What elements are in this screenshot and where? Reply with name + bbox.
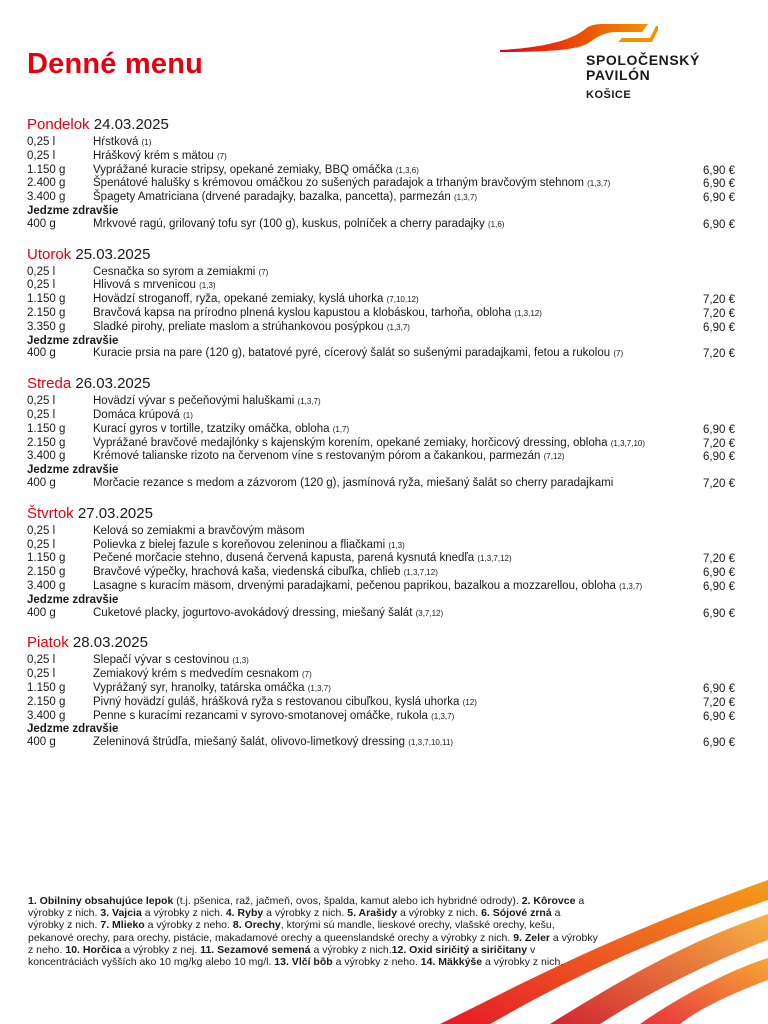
item-name: Kuracie prsia na pare (120 g), batatové pyré, cícerový šalát so sušenými paradajkami, fetou a rukolou [93, 347, 611, 360]
item-quantity: 0,25 l [27, 668, 56, 681]
item-name: Cesnačka so syrom a zemiakmi [93, 265, 256, 278]
item-name: Špenátové halušky s krémovou omáčkou zo sušených paradajok a trhaným bravčovým stehnom [93, 177, 584, 190]
item-allergens: (7) [613, 349, 624, 359]
item-quantity: 1.150 g [27, 681, 66, 694]
item-quantity: 400 g [27, 217, 56, 230]
item-allergens: (1,3,7) [297, 397, 321, 407]
item-description [93, 450, 693, 464]
item-name: Mrkvové ragú, grilovaný tofu syr (100 g), kuskus, polníček a cherry paradajky [93, 217, 485, 230]
item-quantity: 0,25 l [27, 524, 56, 537]
item-name: Krémové talianske rizoto na červenom víne s restovaným pórom a čakankou, parmezán [93, 450, 541, 463]
menu-item [27, 395, 735, 409]
allergen-text: a výrobky z nich. [482, 956, 564, 969]
day-heading [27, 505, 735, 523]
item-name: Bravčové výpečky, hrachová kaša, viedenská cibuľka, chlieb [93, 566, 401, 579]
allergen-text: a výrobky z nich. [28, 907, 561, 932]
item-description [93, 347, 693, 361]
healthy-label: Jedzme zdravšie [27, 204, 119, 217]
item-allergens: (7) [302, 670, 312, 680]
item-allergens: (1,3,7) [619, 581, 643, 591]
item-quantity: 0,25 l [27, 408, 56, 421]
item-quantity: 1.150 g [27, 422, 66, 435]
menu-item [27, 423, 735, 437]
logo-line1: SPOLOČENSKÝ [586, 52, 700, 68]
item-allergens: (3,7,12) [415, 608, 444, 618]
item-price: 7,20 € [703, 477, 735, 490]
item-price: 7,20 € [703, 437, 735, 450]
menu-item [27, 409, 735, 423]
item-name: Hlivová s mrvenicou [93, 279, 196, 292]
item-allergens: (7) [216, 151, 227, 161]
item-allergens: (1,3,7) [386, 322, 410, 332]
day-date: 24.03.2025 [93, 116, 169, 133]
menu-item [27, 668, 735, 682]
item-description [93, 525, 693, 539]
menu-item [27, 552, 735, 566]
item-quantity: 400 g [27, 606, 56, 619]
allergen-text: a výrobky z neho. [144, 919, 233, 932]
item-quantity: 2.150 g [27, 436, 66, 449]
day-section [27, 634, 735, 750]
menu-item [27, 437, 735, 451]
item-allergens: (1,3,7) [307, 683, 331, 693]
allergen-text: a výrobky z nej. [121, 943, 201, 956]
menu-item [27, 710, 735, 724]
item-price: 6,90 € [703, 567, 735, 580]
item-allergens: (1,3) [199, 281, 216, 291]
allergen-name: 3. Vajcia [100, 907, 142, 920]
allergen-name: 5. Arašidy [347, 907, 398, 920]
menu-item [27, 307, 735, 321]
item-quantity: 400 g [27, 347, 56, 360]
menu-item [27, 477, 735, 491]
item-name: Pečené morčacie stehno, dusená červená kapusta, parená kysnutá knedľa [93, 552, 475, 565]
item-quantity: 2.150 g [27, 306, 66, 319]
day-section [27, 375, 735, 491]
item-name: Lasagne s kuracím mäsom, drvenými paradajkami, pečenou paprikou, bazalkou a mozzarellou, obloha [93, 579, 616, 592]
menu-item [27, 539, 735, 553]
menu-item [27, 580, 735, 594]
item-name: Kurací gyros v tortille, tzatziky omáčka, obloha [93, 422, 330, 435]
item-description [93, 566, 693, 580]
item-description [93, 696, 693, 710]
item-name: Vyprážaný syr, hranolky, tatárska omáčka [93, 681, 305, 694]
item-allergens: (1,7) [332, 424, 350, 434]
item-quantity: 3.400 g [27, 450, 66, 463]
item-description [93, 552, 693, 566]
item-name: Zeleninová štrúdľa, miešaný šalát, olivovo-limetkový dressing [93, 736, 406, 749]
menu-item [27, 321, 735, 335]
logo-city: KOŠICE [586, 89, 632, 101]
item-description [93, 307, 693, 321]
logo-swoosh-icon [498, 22, 658, 52]
allergen-text: a výrobky z neho. [28, 931, 598, 956]
item-description [93, 423, 693, 437]
item-name: Vyprážané kuracie stripsy, opekané zemiaky, BBQ omáčka [93, 163, 393, 176]
item-allergens: (1,3,7,12) [403, 568, 438, 578]
item-allergens: (1,3,7) [431, 711, 455, 721]
day-date: 27.03.2025 [77, 504, 153, 522]
menu-item [27, 177, 735, 191]
menu-item [27, 566, 735, 580]
menu-item [27, 525, 735, 539]
allergen-name: 8. Orechy [232, 919, 281, 932]
healthy-label: Jedzme zdravšie [27, 723, 119, 736]
day-section [27, 116, 735, 232]
item-name: Bravčová kapsa na prírodno plnená kyslou kapustou a klobáskou, tarhoňa, obloha [93, 306, 512, 319]
item-description [93, 710, 693, 724]
allergen-text: a výrobky z nich. [263, 907, 348, 920]
day-name: Pondelok [27, 116, 90, 133]
item-name: Morčacie rezance s medom a zázvorom (120 g), jasmínová ryža, miešaný šalát so cherry paradajkami [93, 476, 614, 489]
item-quantity: 0,25 l [27, 149, 56, 162]
item-name: Hovädzí vývar s pečeňovými haluškami [93, 395, 295, 408]
day-heading [27, 246, 735, 264]
item-name: Cuketové placky, jogurtovo-avokádový dressing, miešaný šalát [93, 606, 413, 619]
item-price: 7,20 € [703, 696, 735, 709]
item-allergens: (1,3,12) [514, 308, 542, 318]
allergen-text: a výrobky z nich. [141, 907, 226, 920]
item-name: Slepačí vývar s cestovinou [93, 654, 230, 667]
menu-item [27, 654, 735, 668]
page-title: Denné menu [27, 48, 204, 80]
item-description [93, 136, 693, 150]
allergen-text: a výrobky z neho. [332, 956, 421, 969]
day-heading [27, 116, 735, 134]
day-section [27, 246, 735, 362]
item-name: Hŕstková [93, 136, 139, 148]
item-quantity: 400 g [27, 736, 56, 749]
menu-item [27, 191, 735, 205]
day-heading [27, 634, 735, 652]
item-description [93, 279, 693, 293]
item-price: 6,90 € [703, 607, 735, 620]
item-description [93, 580, 693, 594]
item-quantity: 2.150 g [27, 566, 66, 579]
day-name: Štvrtok [27, 504, 74, 522]
menu-item [27, 607, 735, 621]
menu-item [27, 218, 735, 232]
item-allergens: (7,12) [543, 452, 565, 462]
item-price: 6,90 € [703, 682, 735, 695]
item-price: 6,90 € [703, 321, 735, 334]
item-name: Pivný hovädzí guláš, hrášková ryža s restovanou cibuľkou, kyslá uhorka [93, 695, 460, 708]
item-price: 6,90 € [703, 580, 735, 593]
item-quantity: 0,25 l [27, 538, 56, 551]
item-price: 6,90 € [703, 737, 735, 750]
logo [498, 22, 748, 112]
menu-item [27, 266, 735, 280]
item-name: Špagety Amatriciana (drvené paradajky, bazalka, pancetta), parmezán [93, 191, 451, 204]
allergen-text: a výrobky z nich. [397, 907, 482, 920]
item-quantity: 3.400 g [27, 191, 66, 204]
item-allergens: (1) [141, 138, 152, 147]
item-quantity: 0,25 l [27, 654, 56, 667]
item-description [93, 164, 693, 178]
item-price: 6,90 € [703, 710, 735, 723]
healthy-label: Jedzme zdravšie [27, 464, 119, 477]
item-description [93, 150, 693, 164]
item-description [93, 736, 693, 750]
allergen-text: a výrobky z nich. [28, 895, 585, 920]
day-name: Streda [27, 375, 72, 393]
healthy-label: Jedzme zdravšie [27, 593, 119, 606]
day-heading [27, 375, 735, 393]
allergen-name: 11. Sezamové semená [200, 943, 311, 956]
item-allergens: (1,3,6) [395, 165, 419, 175]
item-price: 6,90 € [703, 192, 735, 205]
item-quantity: 0,25 l [27, 395, 56, 408]
item-quantity: 0,25 l [27, 136, 56, 148]
allergen-name: 6. Sójové zrná [481, 907, 552, 920]
day-name: Piatok [27, 634, 69, 652]
item-name: Vyprážané bravčové medajlónky s kajenským korením, opekané zemiaky, horčicový dressing, obloha [93, 436, 608, 449]
menu-item [27, 279, 735, 293]
item-description [93, 191, 693, 205]
item-name: Polievka z bielej fazule s koreňovou zeleninou a fliačkami [93, 538, 386, 551]
item-allergens: (1,3,7) [453, 193, 478, 203]
item-quantity: 0,25 l [27, 265, 56, 278]
item-price: 6,90 € [703, 218, 735, 231]
item-name: Sladké pirohy, preliate maslom a strúhankovou posýpkou [93, 320, 384, 333]
allergen-name: 4. Ryby [225, 907, 264, 920]
item-price: 6,90 € [703, 451, 735, 464]
item-allergens: (1,6) [488, 219, 505, 229]
item-description [93, 682, 693, 696]
item-description [93, 607, 693, 621]
allergen-text: , ktorými sú mandle, lieskové orechy, vlašské orechy, kešu, pekanové orechy, para orechy, pistácie, makadamové orechy a queenslandské orechy a výrobky z nich. [28, 919, 555, 944]
allergen-name: 9. Zeler [513, 931, 550, 944]
item-allergens: (1,3,7,10) [610, 438, 646, 448]
allergen-name: 2. Kôrovce [521, 895, 576, 907]
item-allergens: (7) [258, 267, 269, 277]
allergen-name: 7. Mlieko [100, 919, 145, 932]
item-price: 6,90 € [703, 178, 735, 191]
item-quantity: 1.150 g [27, 293, 66, 306]
item-quantity: 3.350 g [27, 320, 66, 333]
allergen-name: 10. Horčica [65, 943, 122, 956]
day-date: 25.03.2025 [75, 245, 151, 263]
healthy-label: Jedzme zdravšie [27, 334, 119, 347]
item-description [93, 395, 693, 409]
menu-item [27, 293, 735, 307]
day-name: Utorok [27, 245, 72, 263]
day-date: 28.03.2025 [72, 634, 148, 652]
item-price: 6,90 € [703, 423, 735, 436]
allergen-name: 14. Mäkkýše [420, 956, 483, 969]
item-quantity: 3.400 g [27, 579, 66, 592]
allergen-text: v koncentráciách vyšších ako 10 mg/kg alebo 10 mg/l. [28, 943, 536, 969]
item-price: 7,20 € [703, 553, 735, 566]
item-quantity: 0,25 l [27, 279, 56, 292]
item-name: Penne s kuracími rezancami v syrovo-smotanovej omáčke, rukola [93, 709, 428, 722]
menu-item [27, 682, 735, 696]
item-description [93, 668, 693, 682]
item-name: Zemiakový krém s medvedím cesnakom [93, 668, 299, 681]
day-date: 26.03.2025 [75, 375, 151, 393]
item-allergens: (1,3,7,10,11) [408, 738, 454, 748]
item-name: Domáca krúpová [93, 408, 180, 421]
item-description [93, 477, 693, 491]
item-description [93, 218, 693, 232]
item-name: Hráškový krém s mätou [93, 149, 214, 162]
item-price: 7,20 € [703, 348, 735, 361]
menu-item [27, 347, 735, 361]
item-description [93, 539, 693, 553]
item-quantity: 2.150 g [27, 695, 66, 708]
logo-line2: PAVILÓN [586, 67, 651, 83]
item-price: 7,20 € [703, 307, 735, 320]
menu-item [27, 450, 735, 464]
item-allergens: (12) [462, 697, 477, 707]
item-quantity: 1.150 g [27, 163, 66, 176]
item-description [93, 409, 693, 423]
item-description [93, 437, 693, 451]
allergen-name: 12. Oxid siričitý a siričitany [391, 943, 528, 956]
item-description [93, 321, 693, 335]
item-description [93, 654, 693, 668]
allergen-text: (t.j. pšenica, raž, jačmeň, ovos, špalda, kamut alebo ich hybridné odrody). [173, 895, 522, 907]
item-quantity: 400 g [27, 476, 56, 489]
item-price: 6,90 € [703, 164, 735, 177]
item-quantity: 1.150 g [27, 552, 66, 565]
allergen-text: a výrobky z nich. [310, 943, 392, 956]
item-allergens: (1,3) [388, 540, 405, 550]
menu-item [27, 696, 735, 710]
allergen-name: 13. Vlčí bôb [274, 956, 333, 969]
item-price: 7,20 € [703, 294, 735, 307]
item-quantity: 2.400 g [27, 177, 66, 190]
allergen-legend [28, 895, 598, 968]
item-quantity: 3.400 g [27, 709, 66, 722]
menu-item [27, 164, 735, 178]
item-allergens: (1,3,7,12) [477, 554, 512, 564]
menu-item [27, 150, 735, 164]
item-name: Kelová so zemiakmi a bravčovým mäsom [93, 524, 305, 537]
item-allergens: (1) [183, 410, 193, 420]
item-description [93, 266, 693, 280]
day-section [27, 505, 735, 621]
allergen-name: 1. Obilniny obsahujúce lepok [28, 895, 174, 907]
item-description [93, 293, 693, 307]
item-allergens: (1,3,7) [587, 179, 611, 189]
item-description [93, 177, 693, 191]
item-allergens: (7,10,12) [386, 295, 419, 305]
menu-item [27, 136, 735, 150]
item-allergens: (1,3) [232, 656, 249, 666]
item-name: Hovädzí stroganoff, ryža, opekané zemiaky, kyslá uhorka [93, 293, 384, 306]
menu-list [27, 116, 735, 764]
menu-item [27, 736, 735, 750]
